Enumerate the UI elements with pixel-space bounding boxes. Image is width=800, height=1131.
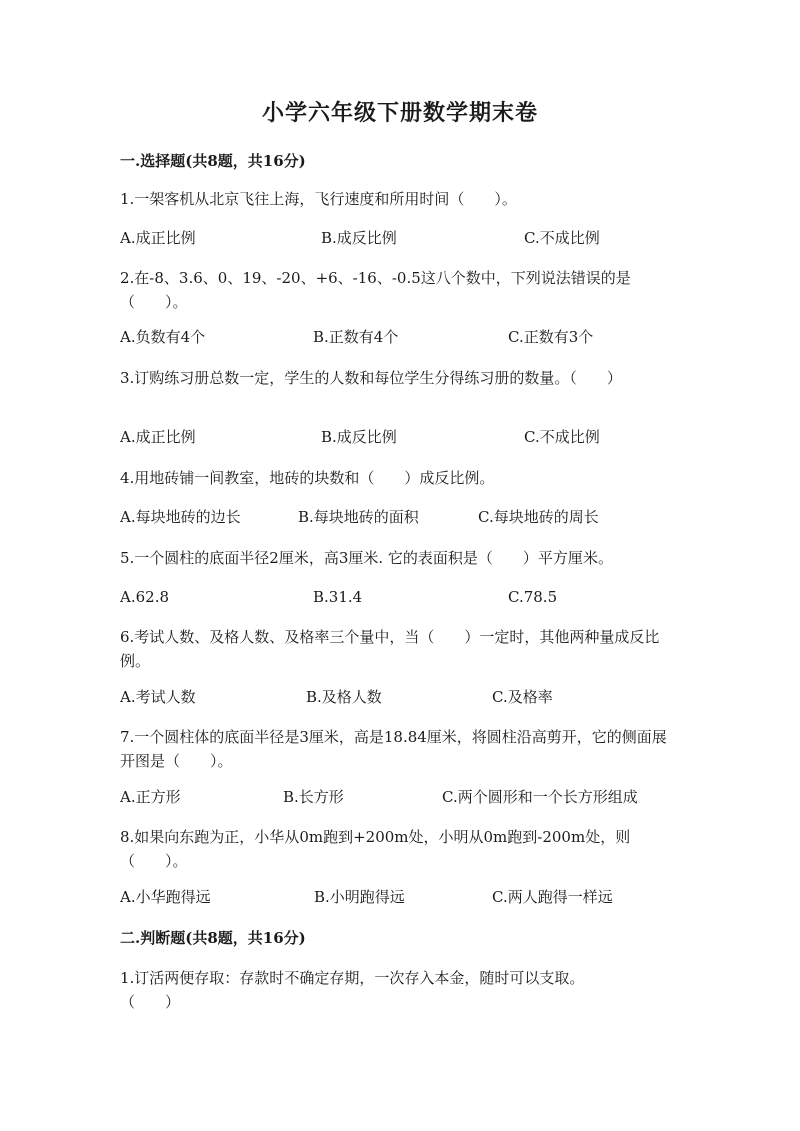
question-7-option-c: C.两个圆形和一个长方形组成 xyxy=(442,788,638,806)
question-2-text: 2.在-8、3.6、0、19、-20、+6、-16、-0.5这八个数中，下列说法错误的是（ ）。 xyxy=(120,269,631,311)
question-1-option-c: C.不成比例 xyxy=(524,229,600,247)
question-2-option-b: B.正数有4个 xyxy=(313,328,399,346)
section-heading-choice: 一.选择题(共8题，共16分) xyxy=(120,152,306,170)
question-5-text: 5.一个圆柱的底面半径2厘米，高3厘米. 它的表面积是（ ）平方厘米。 xyxy=(120,549,613,567)
question-1-option-a: A.成正比例 xyxy=(120,229,196,247)
question-8-option-c: C.两人跑得一样远 xyxy=(492,888,613,906)
question-3-option-a: A.成正比例 xyxy=(120,428,196,446)
section-heading-true-false: 二.判断题(共8题，共16分) xyxy=(120,929,306,947)
question-6-option-a: A.考试人数 xyxy=(120,688,196,706)
question-8-option-a: A.小华跑得远 xyxy=(120,888,211,906)
question-3-text: 3.订购练习册总数一定，学生的人数和每位学生分得练习册的数量。（ ） xyxy=(120,369,622,387)
question-5-option-a: A.62.8 xyxy=(120,588,169,606)
question-3-option-c: C.不成比例 xyxy=(524,428,600,446)
question-1-option-b: B.成反比例 xyxy=(321,229,397,247)
question-5-option-c: C.78.5 xyxy=(508,588,558,606)
page-title: 小学六年级下册数学期末卷 xyxy=(261,100,538,126)
question-2-option-c: C.正数有3个 xyxy=(508,328,594,346)
question-7-text: 7.一个圆柱体的底面半径是3厘米，高是18.84厘米，将圆柱沿高剪开，它的侧面展开图是（ ）。 xyxy=(120,728,667,770)
question-1-text: 1.一架客机从北京飞往上海，飞行速度和所用时间（ ）。 xyxy=(120,190,517,208)
question-3-option-b: B.成反比例 xyxy=(321,428,397,446)
question-7-option-a: A.正方形 xyxy=(120,788,181,806)
question-6-option-b: B.及格人数 xyxy=(306,688,382,706)
question-7-option-b: B.长方形 xyxy=(283,788,344,806)
question-2-option-a: A.负数有4个 xyxy=(120,328,206,346)
question-5-option-b: B.31.4 xyxy=(313,588,363,606)
question-4-option-b: B.每块地砖的面积 xyxy=(298,508,419,526)
question-8-option-b: B.小明跑得远 xyxy=(314,888,405,906)
question-4-option-a: A.每块地砖的边长 xyxy=(120,508,241,526)
true-false-question-1-text: 1.订活两便存取：存款时不确定存期，一次存入本金，随时可以支取。（ ） xyxy=(120,969,585,1011)
question-4-option-c: C.每块地砖的周长 xyxy=(478,508,599,526)
question-6-option-c: C.及格率 xyxy=(492,688,553,706)
question-6-text: 6.考试人数、及格人数、及格率三个量中，当（ ）一定时，其他两种量成反比例。 xyxy=(120,628,660,670)
question-8-text: 8.如果向东跑为正，小华从0m跑到+200m处，小明从0m跑到-200m处，则（ ）。 xyxy=(120,828,631,870)
question-4-text: 4.用地砖铺一间教室，地砖的块数和（ ）成反比例。 xyxy=(120,469,495,487)
